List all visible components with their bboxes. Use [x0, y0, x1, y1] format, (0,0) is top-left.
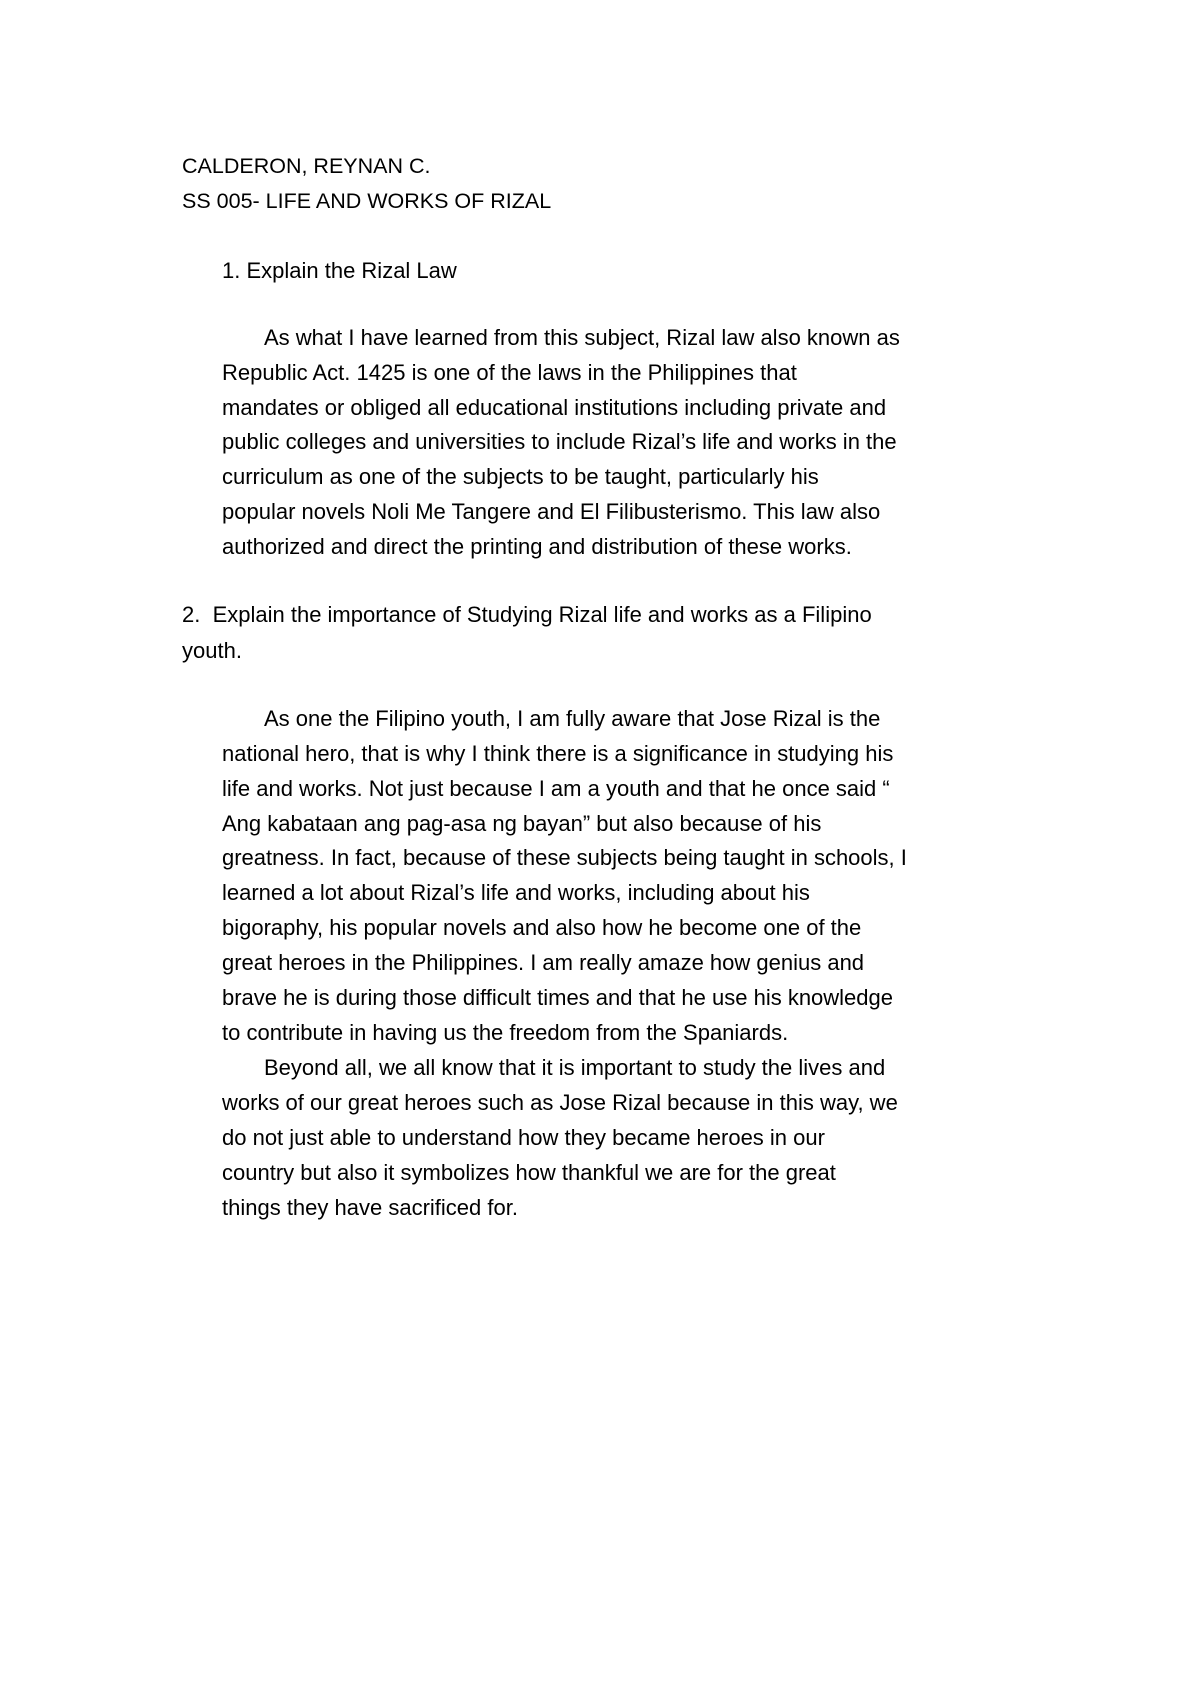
answer-2-line: greatness. In fact, because of these subjects being taught in schools, I	[222, 845, 907, 870]
student-name: CALDERON, REYNAN C.	[182, 154, 431, 178]
answer-2-line: great heroes in the Philippines. I am really amaze how genius and	[222, 950, 865, 975]
course-title: SS 005- LIFE AND WORKS OF RIZAL	[182, 189, 552, 213]
answer-2-line: brave he is during those difficult times and that he use his knowledge	[222, 985, 893, 1010]
answer-2-line: As one the Filipino youth, I am fully aware that Jose Rizal is the	[264, 706, 881, 731]
answer-1-line: curriculum as one of the subjects to be taught, particularly his	[222, 464, 819, 489]
answer-1-line: Republic Act. 1425 is one of the laws in the Philippines that	[222, 360, 797, 385]
answer-2-line: bigoraphy, his popular novels and also how he become one of the	[222, 915, 862, 940]
answer-1-line: As what I have learned from this subject, Rizal law also known as	[264, 325, 900, 350]
question-2-line: 2. Explain the importance of Studying Rizal life and works as a Filipino	[182, 602, 872, 627]
question-1: 1. Explain the Rizal Law	[222, 258, 457, 283]
answer-2-line: national hero, that is why I think there is a significance in studying his	[222, 741, 894, 766]
question-2-line: youth.	[182, 638, 242, 663]
answer-1-line: mandates or obliged all educational institutions including private and	[222, 395, 887, 420]
answer-2-line: life and works. Not just because I am a youth and that he once said “	[222, 776, 890, 801]
answer-2-line: country but also it symbolizes how thankful we are for the great	[222, 1160, 836, 1185]
answer-2-line: to contribute in having us the freedom from the Spaniards.	[222, 1020, 789, 1045]
answer-1-line: public colleges and universities to include Rizal’s life and works in the	[222, 429, 897, 454]
answer-2-line: works of our great heroes such as Jose Rizal because in this way, we	[222, 1090, 898, 1115]
answer-1-line: popular novels Noli Me Tangere and El Filibusterismo. This law also	[222, 499, 881, 524]
answer-2-line: do not just able to understand how they became heroes in our	[222, 1125, 825, 1150]
answer-2-line: Beyond all, we all know that it is important to study the lives and	[264, 1055, 886, 1080]
answer-2-line: things they have sacrificed for.	[222, 1195, 518, 1220]
answer-2-line: Ang kabataan ang pag-asa ng bayan” but also because of his	[222, 811, 822, 836]
answer-2-line: learned a lot about Rizal’s life and works, including about his	[222, 880, 810, 905]
answer-1-line: authorized and direct the printing and distribution of these works.	[222, 534, 852, 559]
